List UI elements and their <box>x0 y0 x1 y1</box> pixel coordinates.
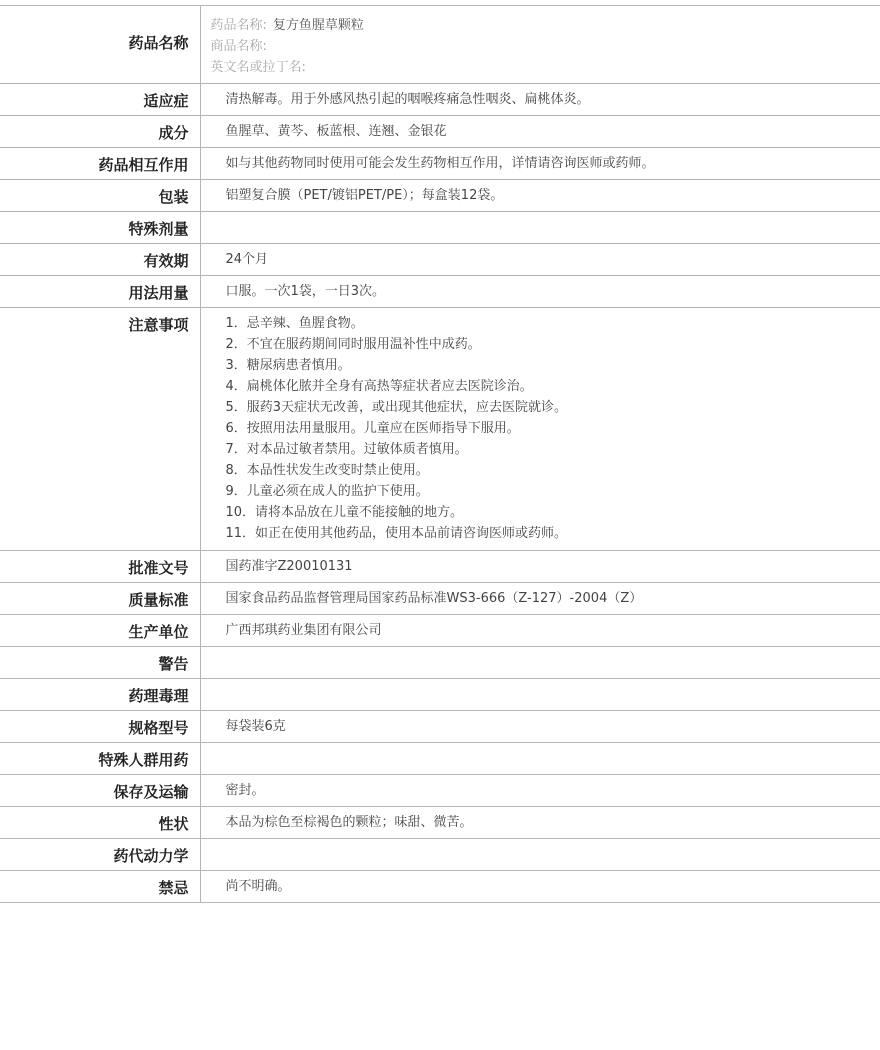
info-row <box>0 212 880 244</box>
info-row <box>0 615 880 647</box>
row-value: 铝塑复合膜（PET/镀铝PET/PE）；每盒装12袋。 <box>225 188 504 203</box>
info-row <box>0 180 880 212</box>
row-label: 药品相互作用 <box>0 148 200 180</box>
row-value <box>200 212 880 244</box>
precaution-item: 4．扁桃体化脓并全身有高热等症状者应去医院诊治。 <box>225 379 533 394</box>
row-value: 本品为棕色至棕褐色的颗粒；味甜、微苦。 <box>225 815 473 830</box>
row-label: 适应症 <box>0 84 200 116</box>
row-value: 口服。一次1袋，一日3次。 <box>225 284 386 299</box>
row-label: 用法用量 <box>0 276 200 308</box>
row-value: 国药准字Z20010131 <box>225 559 353 574</box>
row-label: 警告 <box>0 647 200 679</box>
row-label: 注意事项 <box>0 308 200 551</box>
info-row <box>0 807 880 839</box>
row-label: 禁忌 <box>0 871 200 903</box>
row-label: 规格型号 <box>0 711 200 743</box>
row-value: 尚不明确。 <box>225 879 291 894</box>
precaution-item: 9．儿童必须在成人的监护下使用。 <box>225 484 429 499</box>
info-row <box>0 551 880 583</box>
row-value: 如与其他药物同时使用可能会发生药物相互作用，详情请咨询医师或药师。 <box>225 156 655 171</box>
info-row <box>0 148 880 180</box>
generic-name-value: 复方鱼腥草颗粒 <box>272 18 364 33</box>
info-row <box>0 743 880 775</box>
row-value: 国家食品药品监督管理局国家药品标准WS3-666（Z-127）-2004（Z） <box>225 591 643 606</box>
row-label: 有效期 <box>0 244 200 276</box>
row-label: 质量标准 <box>0 583 200 615</box>
row-label: 性状 <box>0 807 200 839</box>
row-value <box>200 679 880 711</box>
drug-info-table <box>0 5 880 903</box>
trade-name-line <box>211 36 871 57</box>
info-row <box>0 775 880 807</box>
row-value: 广西邦琪药业集团有限公司 <box>225 623 382 638</box>
info-row <box>0 647 880 679</box>
row-value: 密封。 <box>225 783 265 798</box>
precaution-item: 1．忌辛辣、鱼腥食物。 <box>225 316 364 331</box>
rows-group-a <box>0 84 880 308</box>
precautions-cell <box>200 308 880 551</box>
info-row <box>0 711 880 743</box>
precaution-item: 8．本品性状发生改变时禁止使用。 <box>225 463 429 478</box>
precaution-item: 2．不宜在服药期间同时服用温补性中成药。 <box>225 337 481 352</box>
generic-name-key: 药品名称: <box>210 18 267 33</box>
row-label: 成分 <box>0 116 200 148</box>
info-row <box>0 583 880 615</box>
english-name-key: 英文名或拉丁名: <box>210 60 306 75</box>
row-value: 24个月 <box>225 252 269 267</box>
row-label: 批准文号 <box>0 551 200 583</box>
rows-group-b <box>0 551 880 903</box>
precaution-item: 11．如正在使用其他药品，使用本品前请咨询医师或药师。 <box>225 526 568 541</box>
row-label: 特殊剂量 <box>0 212 200 244</box>
row-label: 特殊人群用药 <box>0 743 200 775</box>
precaution-item: 3．糖尿病患者慎用。 <box>225 358 351 373</box>
row-label: 药品名称 <box>0 6 200 84</box>
row-label: 包装 <box>0 180 200 212</box>
row-value <box>200 647 880 679</box>
row-drug-name <box>0 6 880 84</box>
row-value: 每袋装6克 <box>225 719 286 734</box>
row-value: 鱼腥草、黄芩、板蓝根、连翘、金银花 <box>225 124 447 139</box>
info-row <box>0 116 880 148</box>
precautions-list <box>226 313 871 544</box>
row-precautions <box>0 308 880 551</box>
row-label: 药代动力学 <box>0 839 200 871</box>
info-row <box>0 839 880 871</box>
info-row <box>0 871 880 903</box>
english-name-line <box>211 57 871 78</box>
info-row <box>0 84 880 116</box>
precaution-item: 10．请将本品放在儿童不能接触的地方。 <box>225 505 464 520</box>
precaution-item: 5．服药3天症状无改善，或出现其他症状，应去医院就诊。 <box>225 400 568 415</box>
row-label: 药理毒理 <box>0 679 200 711</box>
row-value: 清热解毒。用于外感风热引起的咽喉疼痛急性咽炎、扁桃体炎。 <box>225 92 590 107</box>
precaution-item: 6．按照用法用量服用。儿童应在医师指导下服用。 <box>225 421 520 436</box>
precaution-item: 7．对本品过敏者禁用。过敏体质者慎用。 <box>225 442 468 457</box>
info-row <box>0 276 880 308</box>
drug-name-cell <box>200 6 880 84</box>
info-row <box>0 679 880 711</box>
trade-name-key: 商品名称: <box>210 39 267 54</box>
row-value <box>200 743 880 775</box>
info-row <box>0 244 880 276</box>
row-label: 保存及运输 <box>0 775 200 807</box>
row-label: 生产单位 <box>0 615 200 647</box>
row-value <box>200 839 880 871</box>
generic-name-line <box>211 15 871 36</box>
